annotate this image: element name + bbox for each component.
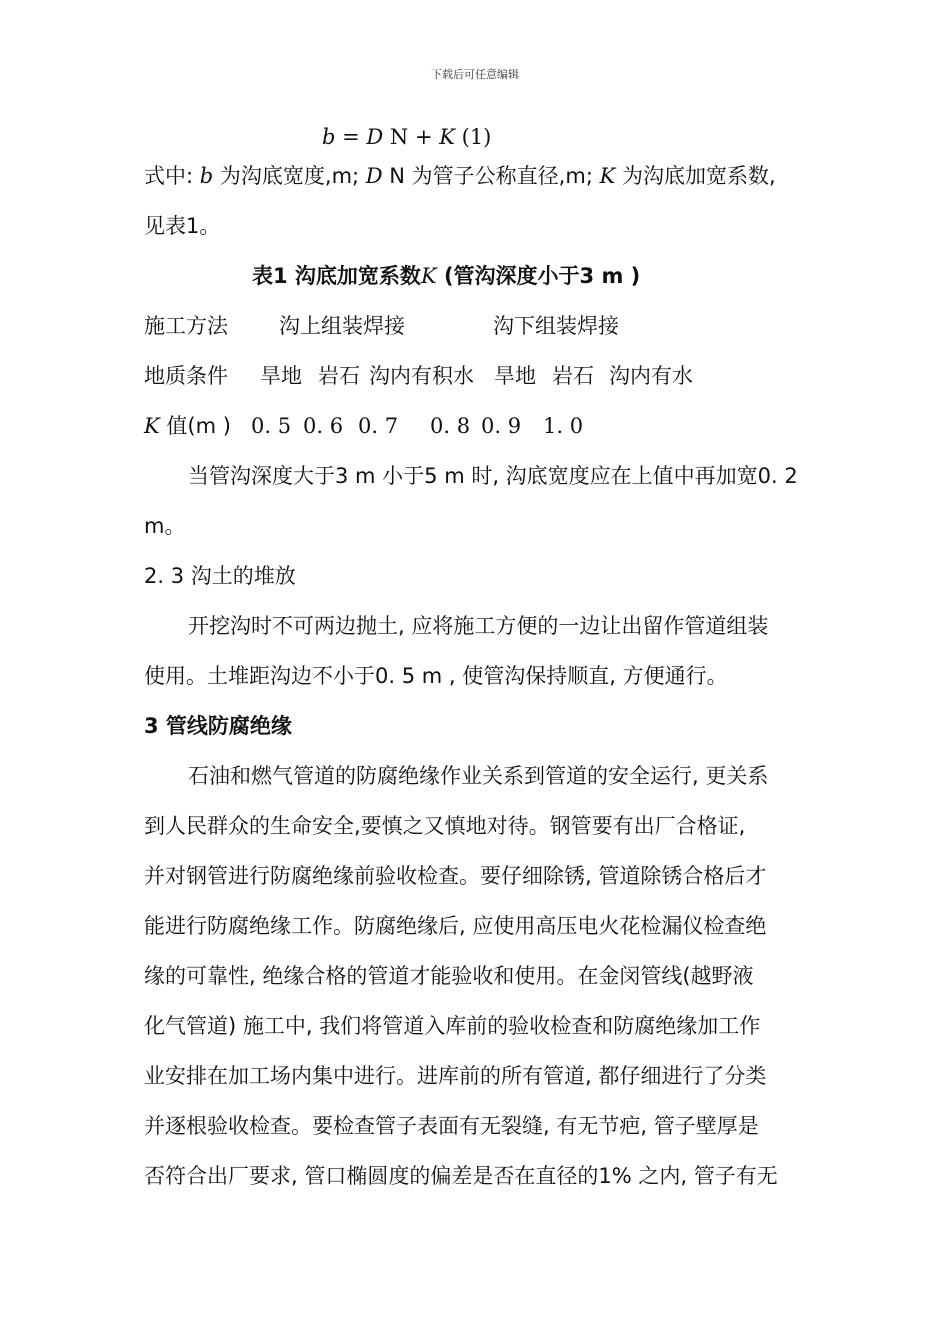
var-b: b <box>199 164 214 188</box>
text-run: 为沟底加宽系数, <box>615 164 776 188</box>
formula-k: K <box>439 125 455 149</box>
table-cell: 0. 5 <box>251 414 292 438</box>
formula-n: N + <box>383 125 440 149</box>
para3-line1: 开挖沟时不可两边抛土, 应将施工方便的一边让出留作管道组装 <box>188 614 769 638</box>
para2-line1: 当管沟深度大于3 m 小于5 m 时, 沟底宽度应在上值中再加宽0. 2 <box>188 464 798 488</box>
formula-number: (1) <box>454 125 492 149</box>
var-k: K <box>144 414 160 438</box>
table-cell: 旱地 <box>260 364 302 388</box>
para2-line2: m。 <box>144 514 186 538</box>
var-k: K <box>599 164 616 188</box>
table-cell: 岩石 <box>552 364 594 388</box>
table-cell: 沟上组装焊接 <box>279 314 405 338</box>
table-cell: 地质条件 <box>144 364 228 388</box>
para4-line: 并对钢管进行防腐绝缘前验收检查。要仔细除锈, 管道除锈合格后才 <box>144 864 767 888</box>
table-cell: 0. 7 <box>358 414 399 438</box>
para3-line2: 使用。土堆距沟边不小于0. 5 m , 使管沟保持顺直, 方便通行。 <box>144 664 728 688</box>
formula-d: D <box>366 125 384 149</box>
table-cell: 0. 8 <box>430 414 471 438</box>
section-heading-3: 3 管线防腐绝缘 <box>144 714 292 738</box>
table-cell: 1. 0 <box>543 414 584 438</box>
table-title <box>252 262 640 290</box>
text-run: N 为管子公称直径,m; <box>382 164 600 188</box>
section-heading-2-3: 2. 3 沟土的堆放 <box>144 564 296 588</box>
table-cell: 沟内有水 <box>609 364 693 388</box>
formula-eq: = <box>335 125 367 149</box>
table-cell: 沟下组装焊接 <box>493 314 619 338</box>
table-cell: 岩石 <box>318 364 360 388</box>
table-cell: 施工方法 <box>144 314 228 338</box>
formula-b: b <box>322 125 336 149</box>
page-header: 下载后可任意编辑 <box>431 68 519 81</box>
para1-line1 <box>144 162 776 190</box>
table-title-text: 表1 沟底加宽系数 <box>252 264 421 288</box>
text-run: 式中: <box>144 164 200 188</box>
formula-line <box>322 123 491 151</box>
para4-line: 缘的可靠性, 绝缘合格的管道才能验收和使用。在金闵管线(越野液 <box>144 964 754 988</box>
table-cell: 0. 9 <box>481 414 522 438</box>
text-run: 值(m ) <box>159 414 231 438</box>
para4-line: 业安排在加工场内集中进行。进库前的所有管道, 都仔细进行了分类 <box>144 1064 767 1088</box>
table-cell: 0. 6 <box>303 414 344 438</box>
para1-line2: 见表1。 <box>144 214 221 238</box>
var-d: D <box>365 164 383 188</box>
para4-line: 并逐根验收检查。要检查管子表面有无裂缝, 有无节疤, 管子壁厚是 <box>144 1114 759 1138</box>
para4-line: 化气管道) 施工中, 我们将管道入库前的验收检查和防腐绝缘加工作 <box>144 1014 761 1038</box>
para4-line: 到人民群众的生命安全,要慎之又慎地对待。钢管要有出厂合格证, <box>144 814 746 838</box>
para4-line: 否符合出厂要求, 管口椭圆度的偏差是否在直径的1% 之内, 管子有无 <box>144 1164 778 1188</box>
table-title-suffix: (管沟深度小于3 m ) <box>436 264 641 288</box>
table-cell <box>144 412 231 440</box>
para4-line: 石油和燃气管道的防腐绝缘作业关系到管道的安全运行, 更关系 <box>188 764 769 788</box>
table-title-k: K <box>420 264 437 288</box>
table-cell: 旱地 <box>494 364 536 388</box>
para4-line: 能进行防腐绝缘工作。防腐绝缘后, 应使用高压电火花检漏仪检查绝 <box>144 914 767 938</box>
table-cell: 沟内有积水 <box>369 364 474 388</box>
text-run: 为沟底宽度,m; <box>213 164 366 188</box>
